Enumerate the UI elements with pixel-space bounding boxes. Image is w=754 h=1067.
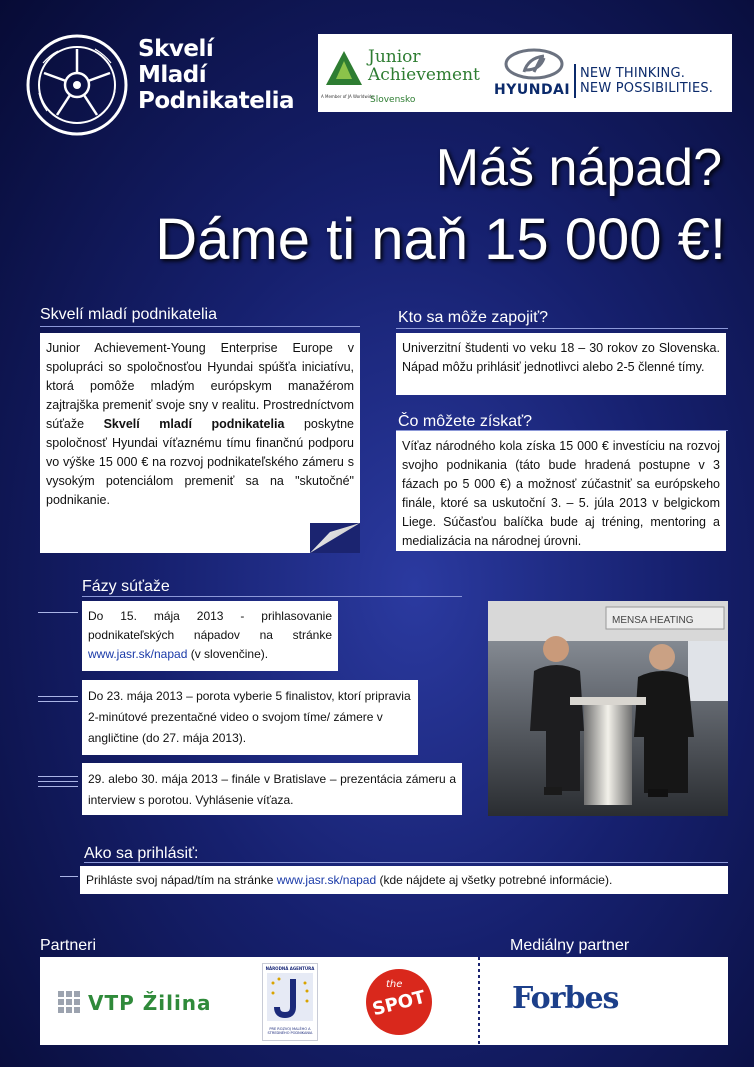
intro-card: [40, 333, 360, 553]
headline-line-2: Dáme ti naň 15 000 €!: [155, 207, 726, 272]
phases-title: Fázy súťaže: [82, 578, 170, 595]
hyundai-logo-icon: [504, 48, 564, 80]
who-title-underline: [396, 328, 728, 329]
ja-country: Slovensko: [370, 95, 416, 105]
logo-wordmark: [138, 36, 294, 114]
apply-text-b: (kde nájdete aj všetky potrebné informácie).: [376, 873, 613, 887]
forbes-logo: Forbes: [512, 981, 619, 1016]
apply-text-a: Prihláste svoj nápad/tím na stránke: [86, 873, 277, 887]
phase-1-marker: [38, 612, 78, 617]
junior-achievement-logo-icon: [324, 49, 364, 89]
event-photo-illustration: [488, 601, 728, 816]
logo-line-2: Mladí: [138, 62, 207, 88]
phase-2-card: Do 23. mája 2013 – porota vyberie 5 finalistov, ktorí pripravia 2-minútové prezentačné video o svojom tíme/ zámere v angličtine (do 27. mája 2013).: [82, 680, 418, 755]
partners-title: Partneri: [40, 937, 97, 954]
media-partner-title: Mediálny partner: [510, 937, 630, 954]
phase-1-card: [82, 601, 338, 671]
who-card: Univerzitní študenti vo veku 18 – 30 rokov zo Slovenska. Nápad môžu prihlásiť jednotlivci alebo 2-5 členné tímy.: [396, 333, 726, 395]
who-title: Kto sa môže zapojiť?: [398, 309, 549, 326]
logo-line-1: Skvelí: [138, 36, 214, 62]
logo-line-3: Podnikatelia: [138, 88, 295, 114]
tire-logo-icon: [25, 33, 129, 137]
sponsor-logos-box: [318, 34, 732, 112]
vtp-grid-icon: [58, 991, 82, 1015]
apply-title: Ako sa prihlásiť:: [84, 845, 199, 862]
intro-title-underline: [40, 326, 360, 327]
what-card: Víťaz národného kola získa 15 000 € investíciu na rozvoj svojho podnikania (táto bude hradená postupne v 3 fázach po 5 000 €) a možnosť zúčastniť sa európskeho finále, ktoré sa uskutoční 3. – 5. júla 2013 v belgickom Liege. Súčasťou balíčka bude aj tréning, mentoring a medializácia na národnej úrovni.: [396, 431, 726, 551]
apply-title-underline: [84, 862, 728, 863]
what-title: Čo môžete získať?: [398, 413, 533, 430]
phase-1-link[interactable]: www.jasr.sk/napad: [88, 647, 188, 661]
phase-3-marker: [38, 776, 78, 791]
apply-link[interactable]: www.jasr.sk/napad: [276, 873, 377, 887]
the-spot-logo: [366, 969, 432, 1035]
intro-text-bold: Skvelí mladí podnikatelia: [103, 417, 285, 431]
intro-title: Skvelí mladí podnikatelia: [40, 306, 217, 323]
hyundai-divider: [574, 64, 576, 98]
narodna-agentura-logo: [262, 963, 318, 1041]
ja-line-1: Junior: [368, 47, 421, 67]
vtp-zilina-logo: VTP Žilina: [88, 991, 212, 1015]
intro-text-a: Junior Achievement-Young Enterprise Europe v spolupráci so spoločnosťou Hyundai spúšťa iniciatívu, ktorá pomôže mladým európskym manažérom zajtrajška premeniť svoje sny v realitu. Prostredníctvom súťaže: [46, 341, 354, 431]
apply-card: [80, 866, 728, 894]
photo-sign-text: MENSA HEATING: [612, 615, 694, 626]
agency-emblem-icon: [263, 971, 317, 1023]
headline-line-1: Máš nápad?: [435, 139, 722, 197]
partners-divider: [478, 957, 480, 1045]
hyundai-tagline-2: NEW POSSIBILITIES.: [580, 81, 714, 96]
phases-title-underline: [82, 596, 462, 597]
phase-1-text-a: Do 15. mája 2013 - prihlasovanie podnikateľských nápadov na stránke: [88, 609, 332, 642]
agency-subtitle: PRE ROZVOJ MALÉHO A STREDNÉHO PODNIKANIA: [267, 1027, 313, 1035]
ja-line-2: Achievement: [368, 65, 480, 85]
phase-2-marker: [38, 696, 78, 706]
spot-the: the: [386, 979, 403, 990]
hyundai-tagline: [580, 66, 713, 96]
phase-3-card: 29. alebo 30. mája 2013 – finále v Bratislave – prezentácia zámeru a interview s porotou. Vyhlásenie víťaza.: [82, 763, 462, 815]
hyundai-tagline-1: NEW THINKING.: [580, 66, 686, 81]
intro-text-b: poskytne spoločnosť Hyundai víťaznému tímu finančnú podporu vo výške 15 000 € na rozvoj podnikateľského zámeru s vysokým potenciálom premeniť sa na "skutočné" podnikanie.: [46, 417, 354, 507]
junior-achievement-wordmark: [368, 48, 480, 84]
partners-logos-box: [40, 957, 728, 1045]
spot-word: SPOT: [370, 986, 428, 1021]
hyundai-wordmark: HYUNDAI: [494, 82, 571, 98]
agency-title: NÁRODNÁ AGENTÚRA: [265, 966, 315, 971]
apply-marker: [60, 876, 78, 881]
event-photo: [488, 601, 728, 816]
phase-1-text-b: (v slovenčine).: [187, 647, 269, 661]
ja-member-text: A Member of JA Worldwide: [321, 94, 374, 99]
